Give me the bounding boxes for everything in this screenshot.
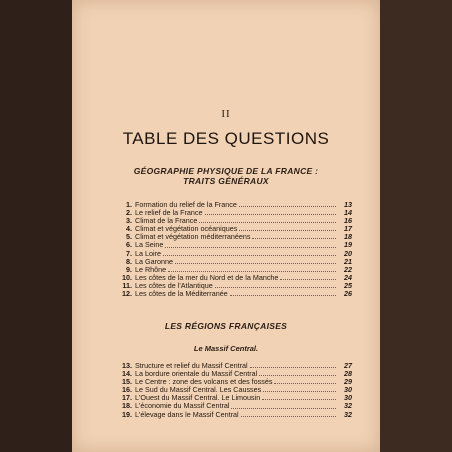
dot-leader [230,290,336,296]
toc-list-physique [116,200,352,297]
toc-entry [116,385,352,393]
toc-entry-page: 25 [344,280,352,290]
toc-entry-number: 19. [122,409,132,419]
toc-entry-number: 8. [126,256,132,266]
toc-entry-number: 3. [126,216,132,226]
dot-leader [239,201,336,207]
toc-entry-number: 17. [122,393,132,403]
toc-entry-page: 18 [344,232,352,242]
toc-entry-title: La Seine [135,240,164,250]
toc-entry-page: 32 [344,401,352,411]
toc-entry [116,200,352,208]
toc-entry-page: 26 [344,289,352,299]
dot-leader [215,282,336,288]
toc-entry-title: Le relief de la France [135,208,203,218]
dot-leader [280,274,336,280]
toc-entry-page: 30 [344,385,352,395]
section-heading-physique [72,166,380,186]
book-page [72,0,380,452]
dot-leader [263,386,336,392]
toc-entry-title: Climat de la France [135,216,198,226]
dot-leader [274,378,336,384]
dot-leader [205,209,336,215]
toc-entry [116,208,352,216]
toc-entry-title: Climat et végétation méditerranéens [135,232,251,242]
toc-entry-title: Les côtes de l'Atlantique [135,280,213,290]
dot-leader [175,258,336,264]
toc-entry [116,249,352,257]
toc-entry [116,240,352,248]
toc-entry-title: L'économie du Massif Central [135,401,230,411]
toc-entry-number: 1. [126,200,132,209]
toc-entry-page: 19 [344,240,352,250]
toc-entry-page: 28 [344,369,352,379]
dot-leader [241,411,336,417]
toc-entry-page: 17 [344,224,352,234]
dot-leader [250,362,336,368]
section-numeral: II [221,108,231,120]
toc-entry-page: 13 [344,200,352,209]
dot-leader [252,233,336,239]
toc-entry [116,281,352,289]
section-heading-line2: TRAITS GÉNÉRAUX [183,176,269,186]
toc-entry-number: 7. [126,248,132,258]
section-heading-regions: LES RÉGIONS FRANÇAISES [164,321,288,331]
toc-entry [116,273,352,281]
toc-entry [116,361,352,369]
toc-entry-title: La bordure orientale du Massif Central [135,369,258,379]
toc-entry-title: Le Rhône [135,264,167,274]
toc-entry-number: 10. [122,272,132,282]
subsection-heading-massif-central: Le Massif Central. [193,344,259,353]
toc-entry-title: Structure et relief du Massif Central [135,361,248,370]
toc-entry [116,232,352,240]
toc-entry-page: 16 [344,216,352,226]
toc-entry [116,289,352,297]
toc-entry-number: 12. [122,289,132,299]
toc-entry [116,265,352,273]
toc-entry-title: La Garonne [135,256,173,266]
toc-entry [116,401,352,409]
toc-entry [116,377,352,385]
section-heading-line1: GÉOGRAPHIE PHYSIQUE DE LA FRANCE : [133,166,319,176]
toc-entry-title: Le Centre : zone des volcans et des fossés [135,377,273,387]
book-background-right [380,0,452,452]
toc-entry-title: Les côtes de la Méditerranée [135,289,228,299]
toc-entry-number: 5. [126,232,132,242]
toc-entry-page: 21 [344,256,352,266]
dot-leader [262,394,336,400]
toc-entry [116,216,352,224]
toc-entry-number: 2. [126,208,132,218]
toc-entry [116,369,352,377]
toc-entry [116,393,352,401]
toc-entry [116,410,352,418]
dot-leader [199,217,336,223]
dot-leader [163,250,336,256]
toc-entry-page: 27 [344,361,352,370]
toc-entry-title: L'élevage dans le Massif Central [135,409,239,419]
toc-entry-number: 16. [122,385,132,395]
toc-entry-page: 20 [344,248,352,258]
toc-entry-title: Climat et végétation océaniques [135,224,238,234]
toc-entry-number: 6. [126,240,132,250]
toc-entry-number: 4. [126,224,132,234]
toc-entry [116,224,352,232]
dot-leader [165,242,336,248]
toc-entry-page: 22 [344,264,352,274]
toc-entry-number: 15. [122,377,132,387]
toc-entry-number: 14. [122,369,132,379]
toc-entry-page: 30 [344,393,352,403]
toc-entry-page: 29 [344,377,352,387]
toc-entry-title: Formation du relief de la France [135,200,237,209]
page-title: TABLE DES QUESTIONS [122,129,330,148]
toc-list-regions [116,361,352,418]
book-background-left [0,0,72,452]
toc-entry-page: 24 [344,272,352,282]
toc-entry-page: 32 [344,409,352,419]
toc-entry-title: Les côtes de la mer du Nord et de la Manche [135,272,279,282]
toc-entry-title: La Loire [135,248,161,258]
toc-entry-number: 9. [126,264,132,274]
toc-entry-title: Le Sud du Massif Central. Les Causses [135,385,262,395]
toc-entry [116,257,352,265]
toc-entry-number: 13. [122,361,132,370]
dot-leader [168,266,336,272]
toc-entry-number: 18. [122,401,132,411]
toc-entry-title: L'Ouest du Massif Central. Le Limousin [135,393,261,403]
dot-leader [231,403,336,409]
toc-entry-number: 11. [122,280,132,290]
dot-leader [239,225,336,231]
dot-leader [259,370,336,376]
toc-entry-page: 14 [344,208,352,218]
